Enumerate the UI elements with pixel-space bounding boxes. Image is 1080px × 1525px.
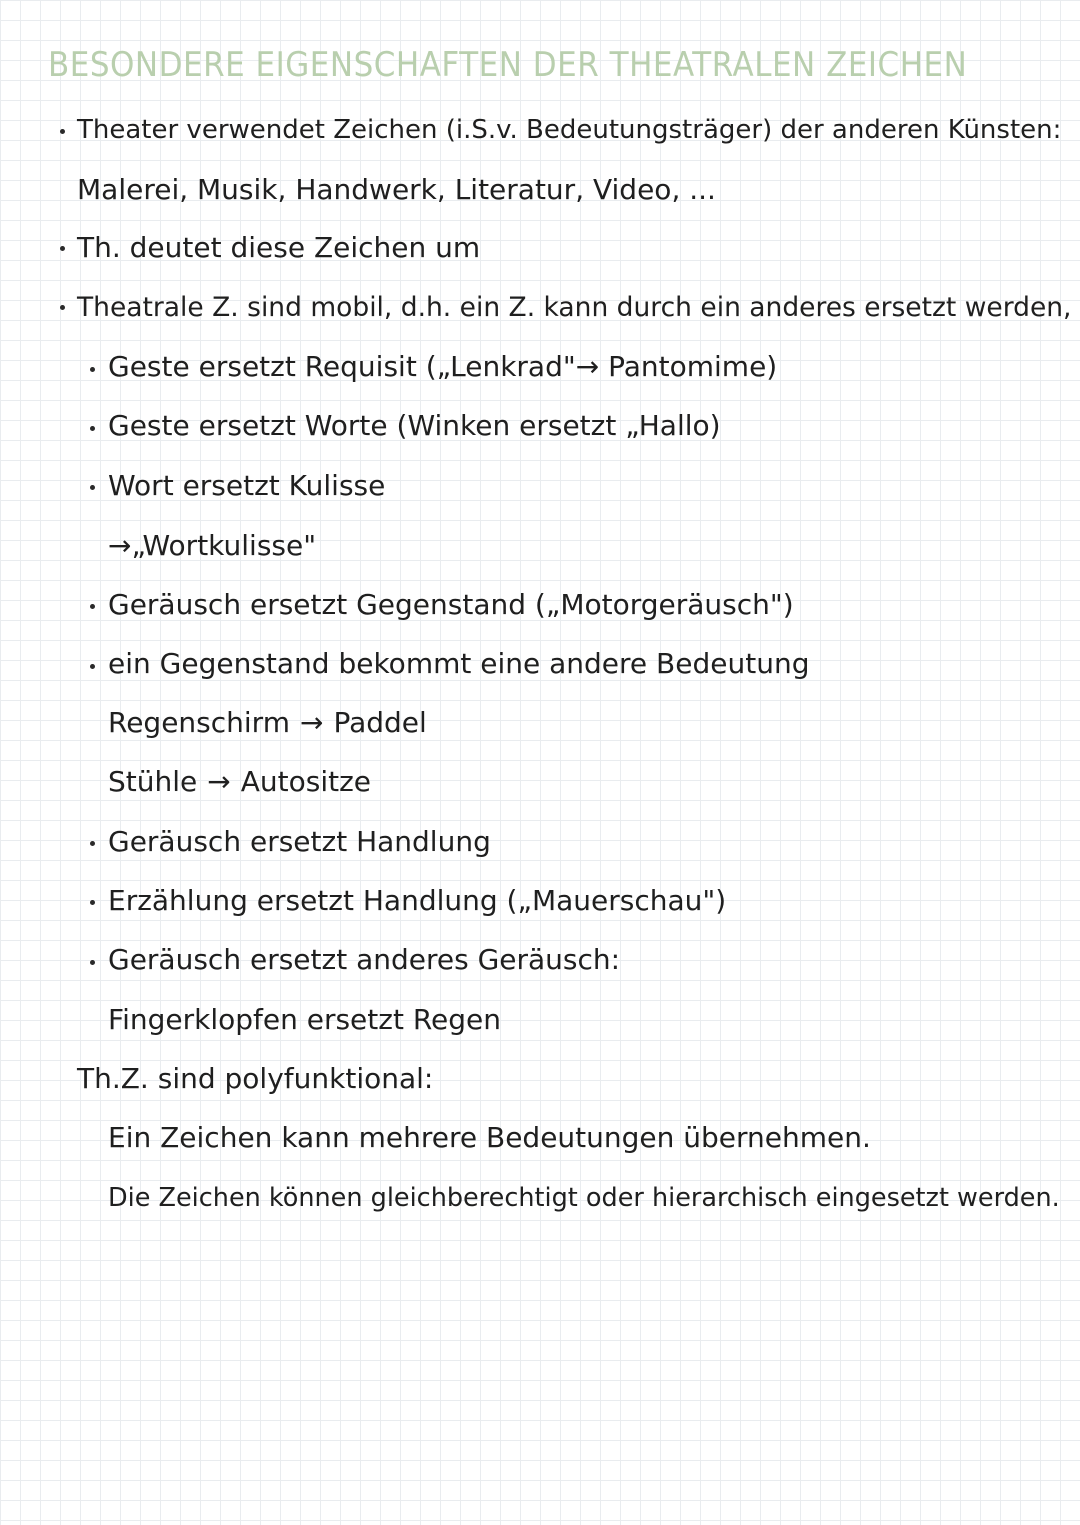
bullet-dot (90, 841, 95, 846)
note-line-6: Geste ersetzt Worte (Winken ersetzt „Hallo) (108, 409, 721, 442)
bullet-dot (60, 305, 65, 310)
note-line-13: Geräusch ersetzt Handlung (108, 825, 491, 858)
note-line-11 (108, 705, 427, 741)
note-line-4: Theatrale Z. sind mobil, d.h. ein Z. kann durch ein anderes ersetzt werden, (77, 292, 1072, 323)
bullet-dot (90, 664, 95, 669)
mapping-target: Paddel (333, 706, 427, 739)
bullet-dot (90, 604, 95, 609)
page-title: BESONDERE EIGENSCHAFTEN DER THEATRALEN ZEICHEN (48, 46, 968, 85)
bullet-dot (90, 426, 95, 431)
bullet-dot (90, 485, 95, 490)
note-line-2: Malerei, Musik, Handwerk, Literatur, Video, ... (77, 173, 716, 206)
mapping-source: Stühle (108, 765, 198, 798)
arrow-right-icon: → (299, 706, 324, 739)
note-line-9: Geräusch ersetzt Gegenstand („Motorgeräusch") (108, 588, 794, 621)
note-line-3: Th. deutet diese Zeichen um (77, 231, 481, 264)
note-line-12 (108, 764, 371, 800)
note-line-15: Geräusch ersetzt anderes Geräusch: (108, 943, 621, 976)
mapping-target: Autositze (240, 765, 371, 798)
bullet-dot (90, 367, 95, 372)
note-line-10: ein Gegenstand bekommt eine andere Bedeutung (108, 647, 810, 680)
bullet-dot (60, 129, 65, 134)
note-line-1: Theater verwendet Zeichen (i.S.v. Bedeutungsträger) der anderen Künsten: (77, 115, 1062, 145)
arrow-right-icon: → (207, 765, 231, 798)
bullet-dot (90, 900, 95, 905)
note-line-17: Th.Z. sind polyfunktional: (77, 1062, 434, 1095)
note-line-5: Geste ersetzt Requisit („Lenkrad"→ Pantomime) (108, 350, 778, 383)
bullet-dot (90, 960, 95, 965)
note-line-19: Die Zeichen können gleichberechtigt oder hierarchisch eingesetzt werden. (108, 1183, 1060, 1213)
note-line-18: Ein Zeichen kann mehrere Bedeutungen übernehmen. (108, 1121, 871, 1154)
note-line-14: Erzählung ersetzt Handlung („Mauerschau") (108, 884, 727, 917)
note-line-16: Fingerklopfen ersetzt Regen (108, 1003, 502, 1036)
bullet-dot (60, 246, 65, 251)
mapping-source: Regenschirm (108, 706, 290, 739)
note-line-7: Wort ersetzt Kulisse (108, 469, 386, 502)
note-line-8: →„Wortkulisse" (108, 529, 317, 562)
